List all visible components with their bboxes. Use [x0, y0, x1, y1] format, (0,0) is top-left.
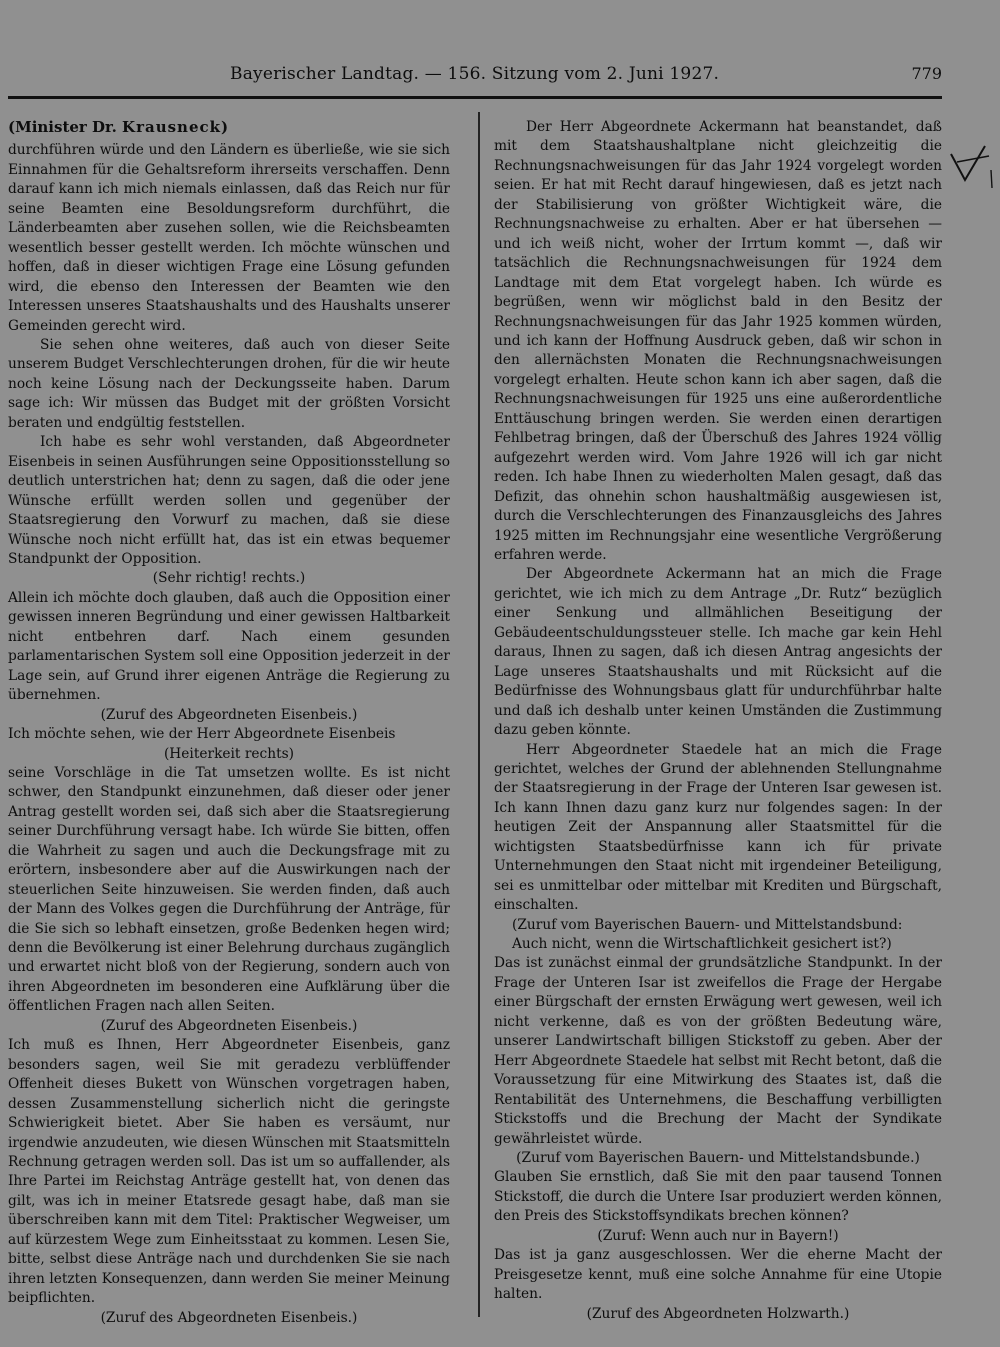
column-divider	[478, 112, 480, 1317]
paragraph: Allein ich möchte doch glauben, daß auch die Opposition einer gewissen inneren Begründung und einer gewissen Haltbarkeit nicht entbehren darf. Nach einem gesunden parlamentarischen System soll eine Opposition jederzeit in der Lage sein, auf Grund ihrer eigenen Anträge die Regierung zu übernehmen.	[8, 589, 450, 704]
interjection: (Sehr richtig! rechts.)	[152, 570, 306, 587]
paragraph: Ich muß es Ihnen, Herr Abgeordneter Eisenbeis, ganz besonders sagen, weil Sie mit geradezu verblüffender Offenheit dieses Bukett von Wünschen vorgetragen haben, dessen Zusammenstellung sicherlich nicht die geringste Schwierigkeit bietet. Aber Sie haben es versäumt, nur irgendwie anzudeuten, wie diesen Wünschen mit Staatsmitteln Rechnung getragen werden soll. Das ist um so auffallender, als Ihre Partei im Reichstag Anträge gestellt hat, von denen das gilt, was ich in meiner Etatsrede gesagt habe, daß man sie überschreiben kann mit dem Titel: Praktischer Wegweiser, um auf kürzestem Wege zum Einheitsstaat zu kommen. Lesen Sie, bitte, selbst diese Anträge nach und durchdenken Sie sie nach ihren letzten Konsequenzen, dann werden Sie meiner Meinung beipflichten.	[8, 1037, 450, 1307]
paragraph: seine Vorschläge in die Tat umsetzen wollte. Es ist nicht schwer, den Standpunkt einzunehmen, daß dieser oder jener Antrag gestellt worden sei, daß sich aber die Staatsregierung seiner Durchführung versagt habe. Ich würde Sie bitten, offen die Wahrheit zu sagen und auch die Deckungsfrage mit zu erörtern, insbesondere aber auf die Auswirkungen nach der steuerlichen Seite hinzuweisen. Sie werden finden, daß auch der Mann des Volkes gegen die Durchführung der Anträge, für die Sie sich so lebhaft einsetzen, große Bedenken hegen wird; denn die Bevölkerung ist einer Belehrung durchaus zugänglich und erwartet nicht bloß von der Regierung, sondern auch von ihren Abgeordneten im besonderen eine Aufklärung über die öffentlichen Fragen nach allen Seiten.	[8, 764, 450, 1015]
speaker-suffix: )	[221, 118, 229, 136]
handwritten-check-mark-icon	[945, 140, 993, 195]
paragraph: Das ist ja ganz ausgeschlossen. Wer die eherne Macht der Preisgesetze kennt, muß eine solche Annahme für eine Utopie halten.	[494, 1247, 942, 1303]
paragraph: Ich habe es sehr wohl verstanden, daß Abgeordneter Eisenbeis in seinen Ausführungen seine Oppositionsstellung so deutlich unterstrichen hat; denn zu sagen, daß die oder jene Wünsche erfüllt werden sollen und gegenüber der Staatsregierung den Vorwurf zu machen, daß sie diese Wünsche noch nicht erfüllt hat, das ist ein etwas bequemer Standpunkt der Opposition.	[8, 434, 450, 567]
running-header	[0, 62, 1000, 92]
speaker-name: Krausneck	[122, 118, 222, 136]
paragraph: Ich möchte sehen, wie der Herr Abgeordnete Eisenbeis	[8, 726, 396, 743]
interjection: (Zuruf des Abgeordneten Eisenbeis.)	[100, 1309, 358, 1326]
interjection: (Zuruf vom Bayerischen Bauern- und Mittelstandsbunde.)	[516, 1150, 920, 1167]
paragraph: Glauben Sie ernstlich, daß Sie mit den paar tausend Tonnen Stickstoff, die durch die Untere Isar produziert werden können, den Preis des Stickstoffsyndikats brechen können?	[494, 1169, 942, 1225]
paragraph: Herr Abgeordneter Staedele hat an mich die Frage gerichtet, welches der Grund der ablehnenden Stellungnahme der Staatsregierung in der Frage der Unteren Isar gewesen ist. Ich kann Ihnen dazu ganz kurz nur folgendes sagen: In der heutigen Zeit der Anspannung aller Staatsmittel für die wichtigsten Staatsbedürfnisse kann ich für private Unternehmungen den Staat nicht mit irgendeiner Beteiligung, sei es unmittelbar oder mittelbar mit Krediten und Bürgschaft, einschalten.	[494, 741, 942, 914]
paragraph: Der Herr Abgeordnete Ackermann hat beanstandet, daß mit dem Staatshaushaltplane nicht gleichzeitig die Rechnungsnachweisungen für das Jahr 1924 vorgelegt worden seien. Er hat mit Recht darauf hingewiesen, daß es jetzt nach der Stabilisierung von größter Wichtigkeit wäre, die Rechnungsnachweise zu erhalten. Aber er hat übersehen — und ich weiß nicht, woher der Irrtum kommt —, daß wir tatsächlich die Rechnungsnachweisungen für 1924 dem Landtage mit dem Etat vorgelegt haben. Ich würde es begrüßen, wenn wir möglichst bald in den Besitz der Rechnungsnachweisungen für das Jahr 1925 kommen würden, und ich kann der Hoffnung Ausdruck geben, daß wir schon in den allernächsten Monaten die Rechnungsnachweisungen vorgelegt erhalten. Heute schon kann ich aber sagen, daß die Rechnungsnachweisungen für 1925 uns eine außerordentliche Enttäuschung bringen werden. Sie werden einen derartigen Fehlbetrag bringen, daß der Überschuß des Jahres 1924 völlig aufgezehrt werden wird. Vom Jahre 1926 will ich gar nicht reden. Ich habe Ihnen zu wiederholten Malen gesagt, daß das Defizit, das ohnehin schon haushaltmäßig ausgewiesen ist, durch die Verschlechterungen des Finanzausgleichs des Jahres 1925 mitten im Rechnungsjahr eine wesentliche Vergrößerung erfahren werde.	[494, 119, 942, 563]
interjection: (Heiterkeit rechts)	[163, 745, 295, 762]
paragraph: Der Abgeordnete Ackermann hat an mich die Frage gerichtet, wie ich mich zu dem Antrage „Dr. Rutz“ bezüglich einer Senkung und allmählichen Beseitigung der Gebäudeentschuldungssteuer stelle. Ich mache gar kein Hehl daraus, Ihnen zu sagen, daß ich diesen Antrag angesichts der Lage unseres Staatshaushalts und mit Rücksicht auf die Bedürfnisse des Wohnungsbaus glatt für undurchführbar halte und daß ich deshalb unter keinen Umständen die Zustimmung dazu geben könnte.	[494, 566, 942, 739]
interjection: (Zuruf des Abgeordneten Eisenbeis.)	[100, 1017, 358, 1034]
interjection: (Zuruf vom Bayerischen Bauern- und Mittelstandsbund: Auch nicht, wenn die Wirtschaftlichkeit gesichert ist?)	[512, 916, 903, 953]
paragraph: durchführen würde und den Ländern es überließe, wie sie sich Einnahmen für die Gehaltsreform ihrerseits verschaffen. Denn darauf kann ich mich niemals einlassen, daß das Reich nur für seine Beamten eine Besoldungsreform durchführt, die Länderbeamten aber zusehen sollen, wie die Reichsbeamten wesentlich besser gestellt werden. Ich möchte wünschen und hoffen, daß in dieser wichtigen Frage eine Lösung gefunden wird, die ebenso den Interessen der Beamten wie den Interessen unseres Staatshaushalts und des Haushalts unserer Gemeinden gerecht wird.	[8, 142, 450, 334]
paragraph: Sie sehen ohne weiteres, daß auch von dieser Seite unserem Budget Verschlechterungen drohen, für die wir heute noch keine Lösung nach der Deckungsseite haben. Darum sage ich: Wir müssen das Budget mit der größten Vorsicht beraten und endgültig feststellen.	[8, 336, 450, 431]
page-number: 779	[911, 64, 942, 83]
speaker-prefix: (Minister Dr.	[8, 118, 123, 136]
interjection: (Zuruf des Abgeordneten Holzwarth.)	[586, 1305, 850, 1322]
header-rule	[8, 96, 942, 99]
right-column	[494, 118, 942, 1324]
speaker-line	[8, 118, 450, 137]
paragraph: Das ist zunächst einmal der grundsätzliche Standpunkt. In der Frage der Unteren Isar ist zweifellos die Frage der Hergabe einer Bürgschaft der ernsten Erwägung wert gewesen, weil ich nicht verkenne, daß es von der größten Bedeutung wäre, unserer Landwirtschaft billigen Stickstoff zu geben. Aber der Herr Abgeordnete Staedele hat selbst mit Recht betont, daß die Voraussetzung für eine Mitwirkung des Staates ist, daß die Rentabilität des Unternehmens, die Beschaffung verbilligten Stickstoffs und die Brechung der Macht der Syndikate gewährleistet würde.	[494, 955, 942, 1147]
left-column	[8, 118, 450, 1328]
interjection: (Zuruf: Wenn auch nur in Bayern!)	[597, 1227, 839, 1244]
interjection: (Zuruf des Abgeordneten Eisenbeis.)	[100, 706, 358, 723]
header-title: Bayerischer Landtag. — 156. Sitzung vom 2. Juni 1927.	[230, 64, 720, 84]
